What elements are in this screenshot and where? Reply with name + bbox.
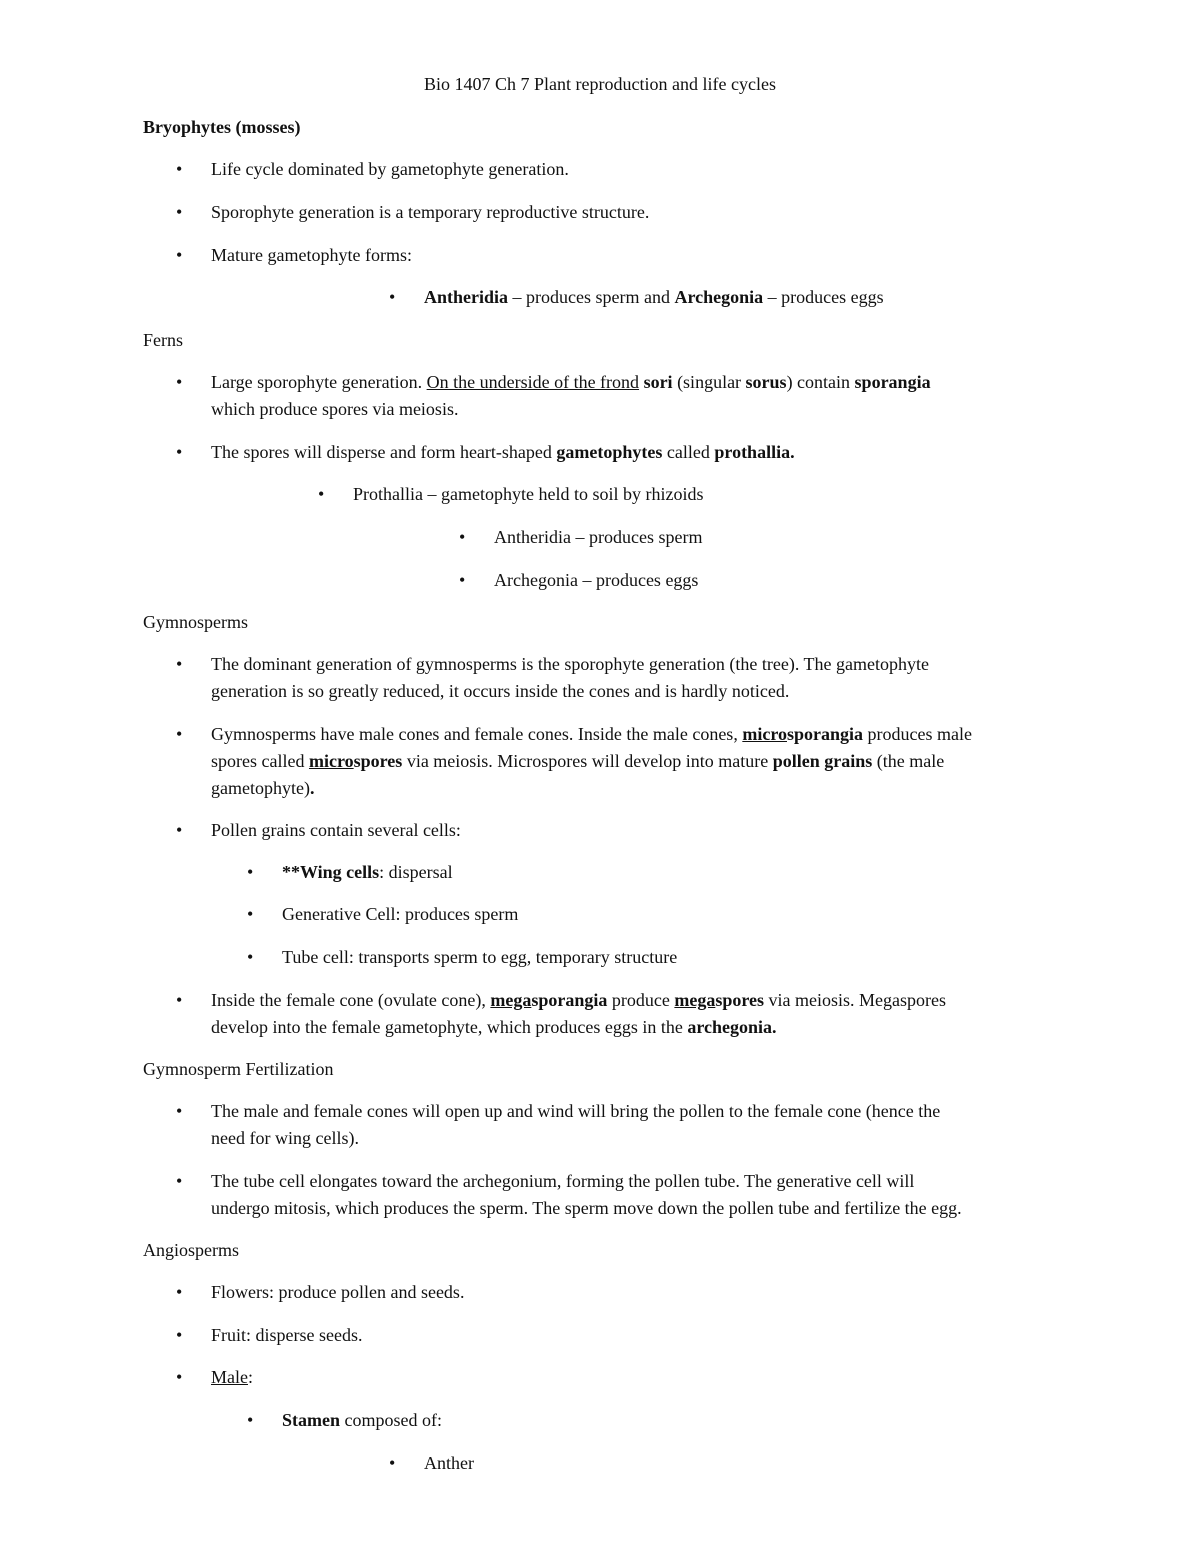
bullet-text: Archegonia – produces eggs [494,570,699,590]
bullet-text: Pollen grains contain several cells: [211,820,461,840]
bullet-text: Large sporophyte generation. On the underside of the frond sori (singular sorus) contain sporangia [211,372,931,392]
bullet-icon: • [247,947,254,967]
bullet-icon: • [176,159,183,179]
bullet-text-continued: spores called microspores via meiosis. Microspores will develop into mature pollen grains (the male [211,751,945,771]
bullet-text: Inside the female cone (ovulate cone), megasporangia produce megaspores via meiosis. Megaspores [211,990,947,1010]
bullet-text: The tube cell elongates toward the archegonium, forming the pollen tube. The generative cell will [211,1171,915,1191]
bullet-icon: • [176,202,183,222]
bullet-text-continued: develop into the female gametophyte, which produces eggs in the archegonia. [211,1017,777,1037]
bullet-icon: • [318,484,325,504]
bullet-icon: • [176,372,183,392]
bullet-text: Antheridia – produces sperm [494,527,703,547]
section-heading-angiosperms: Angiosperms [143,1240,239,1260]
bullet-text: Tube cell: transports sperm to egg, temporary structure [282,947,678,967]
bullet-icon: • [176,820,183,840]
bullet-text-continued: need for wing cells). [211,1128,359,1148]
section-heading-ferns: Ferns [143,330,183,350]
bullet-icon: • [176,1367,183,1387]
bullet-text: Sporophyte generation is a temporary reproductive structure. [211,202,650,222]
bullet-text: Antheridia – produces sperm and Archegonia – produces eggs [424,287,884,307]
bullet-text-continued: gametophyte). [211,778,315,798]
bullet-text: Generative Cell: produces sperm [282,904,519,924]
bullet-icon: • [176,442,183,462]
bullet-icon: • [459,570,466,590]
bullet-text: The dominant generation of gymnosperms is the sporophyte generation (the tree). The gametophyte [211,654,929,674]
bullet-icon: • [389,287,396,307]
bullet-text: Fruit: disperse seeds. [211,1325,363,1345]
bullet-text: Prothallia – gametophyte held to soil by rhizoids [353,484,704,504]
section-heading-gymnosperm-fertilization: Gymnosperm Fertilization [143,1059,334,1079]
bullet-icon: • [247,904,254,924]
bullet-text-continued: which produce spores via meiosis. [211,399,459,419]
bullet-text: Anther [424,1453,474,1473]
bullet-text: Flowers: produce pollen and seeds. [211,1282,465,1302]
bullet-text: Male: [211,1367,253,1387]
bullet-icon: • [176,1325,183,1345]
bullet-icon: • [176,724,183,744]
bullet-text: Life cycle dominated by gametophyte generation. [211,159,569,179]
section-heading-gymnosperms: Gymnosperms [143,612,248,632]
bullet-icon: • [247,1410,254,1430]
bullet-text: Gymnosperms have male cones and female cones. Inside the male cones, microsporangia produces male [211,724,972,744]
bullet-text: The male and female cones will open up and wind will bring the pollen to the female cone (hence the [211,1101,941,1121]
bullet-icon: • [176,654,183,674]
bullet-icon: • [176,1101,183,1121]
bullet-text: **Wing cells: dispersal [282,862,453,882]
bullet-text-continued: generation is so greatly reduced, it occurs inside the cones and is hardly noticed. [211,681,790,701]
bullet-icon: • [247,862,254,882]
bullet-icon: • [176,1282,183,1302]
bullet-text: Mature gametophyte forms: [211,245,412,265]
bullet-icon: • [176,245,183,265]
document-title: Bio 1407 Ch 7 Plant reproduction and life cycles [424,74,776,94]
bullet-icon: • [389,1453,396,1473]
section-heading-bryophytes: Bryophytes (mosses) [143,117,301,137]
bullet-icon: • [459,527,466,547]
bullet-icon: • [176,1171,183,1191]
bullet-text: The spores will disperse and form heart-shaped gametophytes called prothallia. [211,442,795,462]
bullet-icon: • [176,990,183,1010]
bullet-text-continued: undergo mitosis, which produces the sperm. The sperm move down the pollen tube and fertilize the egg. [211,1198,962,1218]
bullet-text: Stamen composed of: [282,1410,442,1430]
